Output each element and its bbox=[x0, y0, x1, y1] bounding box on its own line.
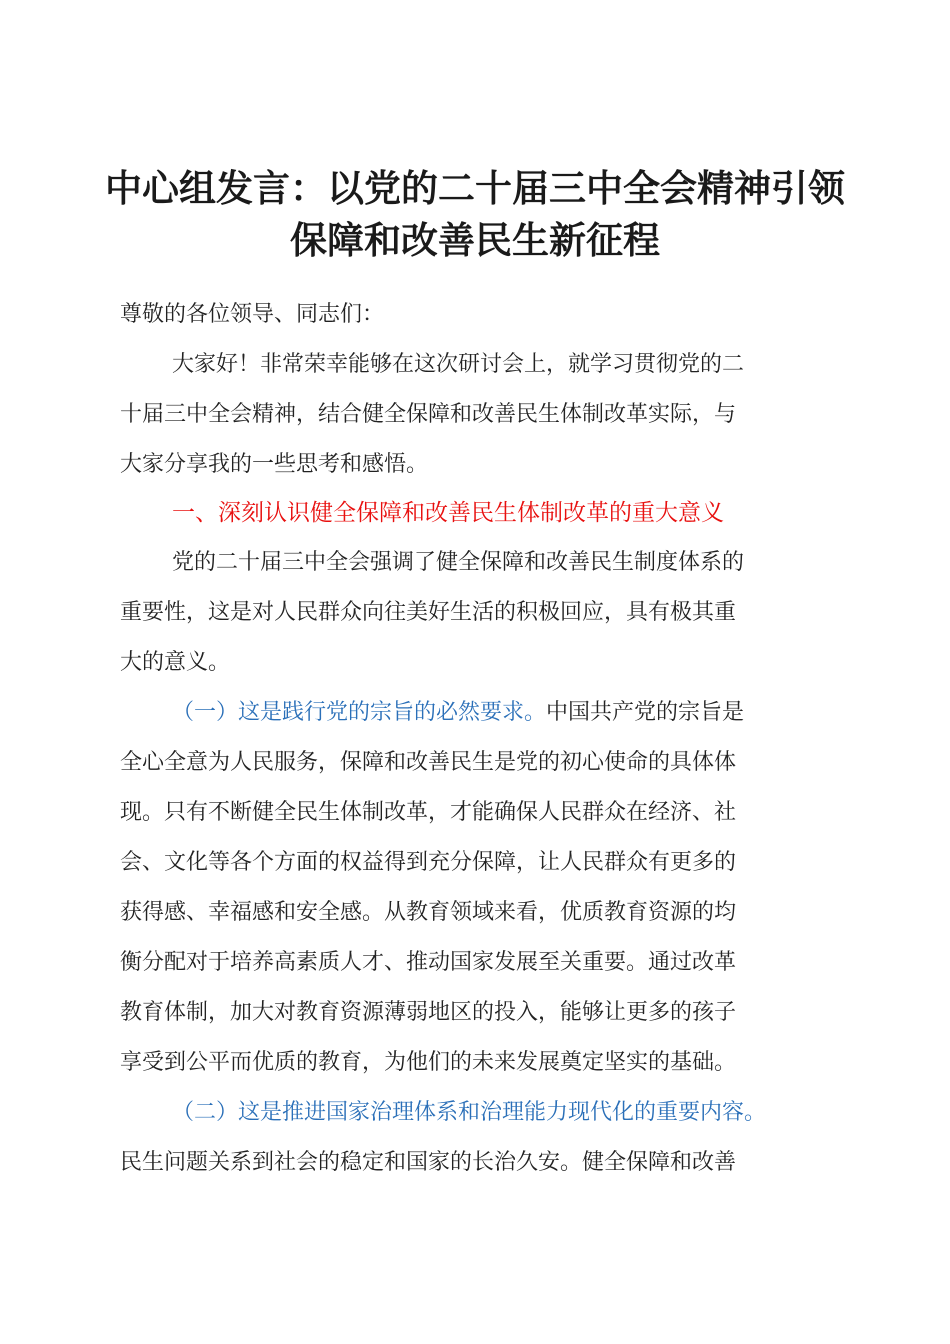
sub-section-1-first-line bbox=[172, 698, 744, 728]
salutation: 尊敬的各位领导、同志们： bbox=[120, 302, 385, 327]
sub-section-1-line: 享受到公平而优质的教育，为他们的未来发展奠定坚实的基础。 bbox=[120, 1050, 737, 1075]
sub-section-1-line: 教育体制，加大对教育资源薄弱地区的投入，能够让更多的孩子 bbox=[120, 1000, 737, 1025]
section-1-heading: 一、深刻认识健全保障和改善民生体制改革的重大意义 bbox=[172, 500, 724, 526]
sub-section-2-heading: （二）这是推进国家治理体系和治理能力现代化的重要内容。 bbox=[172, 1100, 767, 1125]
document-title-line-1: 中心组发言：以党的二十届三中全会精神引领 bbox=[105, 166, 845, 210]
sub-section-1-line: 全心全意为人民服务，保障和改善民生是党的初心使命的具体体 bbox=[120, 750, 737, 775]
intro-line-2: 十届三中全会精神，结合健全保障和改善民生体制改革实际，与 bbox=[120, 402, 737, 427]
document-title-line-2: 保障和改善民生新征程 bbox=[290, 218, 660, 262]
section-1-para-line-1: 党的二十届三中全会强调了健全保障和改善民生制度体系的 bbox=[172, 550, 745, 575]
intro-line-1: 大家好！非常荣幸能够在这次研讨会上，就学习贯彻党的二 bbox=[172, 352, 745, 377]
intro-line-3: 大家分享我的一些思考和感悟。 bbox=[120, 452, 429, 477]
sub-section-1-line: 会、文化等各个方面的权益得到充分保障，让人民群众有更多的 bbox=[120, 850, 737, 875]
sub-section-2-line: 民生问题关系到社会的稳定和国家的长治久安。健全保障和改善 bbox=[120, 1150, 737, 1175]
sub-section-1-line: 衡分配对于培养高素质人才、推动国家发展至关重要。通过改革 bbox=[120, 950, 737, 975]
sub-section-1-line: 获得感、幸福感和安全感。从教育领域来看，优质教育资源的均 bbox=[120, 900, 737, 925]
sub-section-1-heading: （一）这是践行党的宗旨的必然要求。 bbox=[172, 700, 547, 725]
section-1-para-line-2: 重要性，这是对人民群众向往美好生活的积极回应，具有极其重 bbox=[120, 600, 737, 625]
sub-section-1-first-line-text: 中国共产党的宗旨是 bbox=[546, 700, 745, 725]
section-1-para-line-3: 大的意义。 bbox=[120, 650, 231, 675]
sub-section-1-line: 现。只有不断健全民生体制改革，才能确保人民群众在经济、社 bbox=[120, 800, 737, 825]
